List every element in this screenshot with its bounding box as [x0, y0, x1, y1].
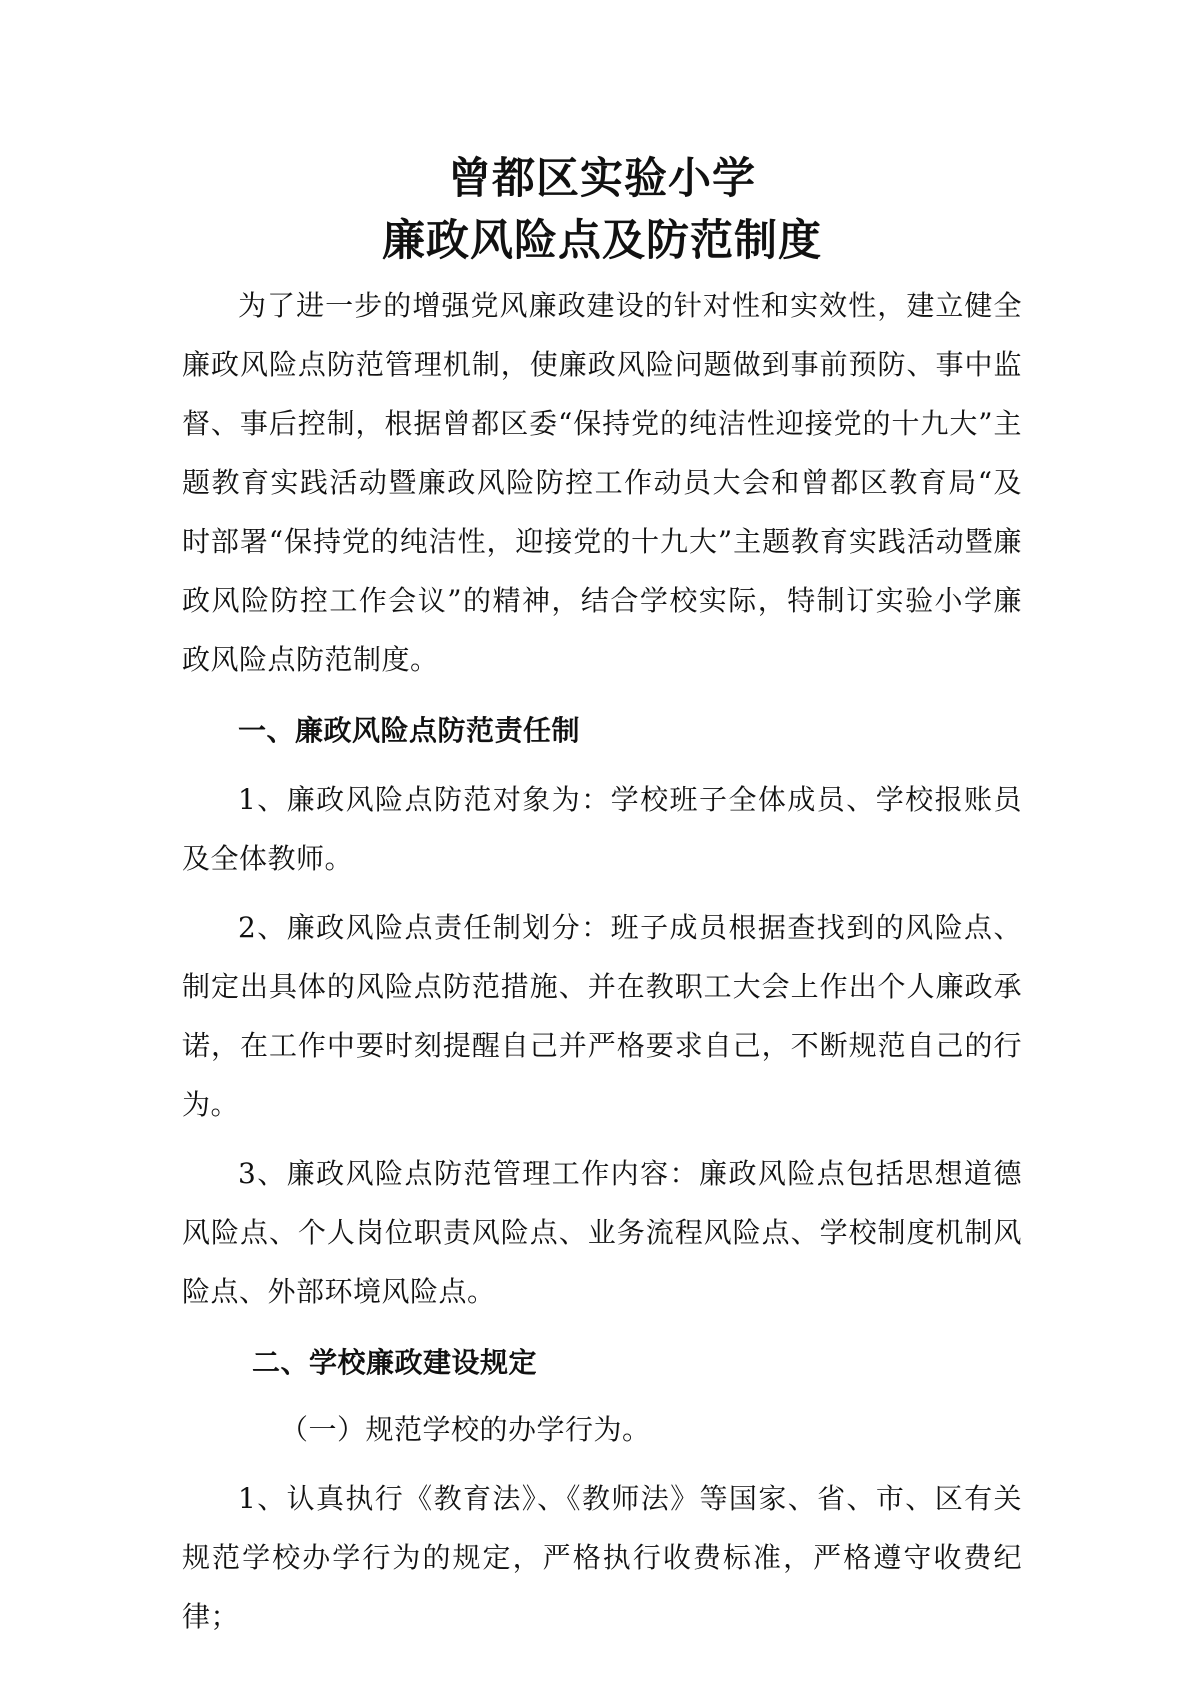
document-title-policy: 廉政风险点及防范制度 — [382, 216, 822, 266]
document-title-school: 曾都区实验小学 — [448, 154, 756, 204]
intro-paragraph: 为了进一步的增强党风廉政建设的针对性和实效性，建立健全廉政风险点防范管理机制，使廉政风险问题做到事前预防、事中监督、事后控制，根据曾都区委“保持党的纯洁性迎接党的十九大”主题教育实践活动暨廉政风险防控工作动员大会和曾都区教育局“及时部署“保持党的纯洁性，迎接党的十九大”主题教育实践活动暨廉政风险防控工作会议”的精神，结合学校实际，特制订实验小学廉政风险点防范制度。 — [182, 289, 1022, 676]
section-2-item-1: 1、认真执行《教育法》、《教师法》等国家、省、市、区有关规范学校办学行为的规定，严格执行收费标准，严格遵守收费纪律； — [182, 1482, 1022, 1633]
section-1-heading: 一、廉政风险点防范责任制 — [238, 714, 581, 747]
section-2-subheading: （一）规范学校的办学行为。 — [280, 1413, 651, 1446]
section-1-item-2: 2、廉政风险点责任制划分：班子成员根据查找到的风险点、制定出具体的风险点防范措施、并在教职工大会上作出个人廉政承诺，在工作中要时刻提醒自己并严格要求自己，不断规范自己的行为。 — [182, 911, 1022, 1121]
document-content — [182, 148, 1022, 1646]
section-2-heading: 二、学校廉政建设规定 — [252, 1346, 538, 1379]
section-1-item-1: 1、廉政风险点防范对象为：学校班子全体成员、学校报账员及全体教师。 — [182, 783, 1022, 875]
section-1-item-3: 3、廉政风险点防范管理工作内容：廉政风险点包括思想道德风险点、个人岗位职责风险点、业务流程风险点、学校制度机制风险点、外部环境风险点。 — [182, 1157, 1022, 1308]
